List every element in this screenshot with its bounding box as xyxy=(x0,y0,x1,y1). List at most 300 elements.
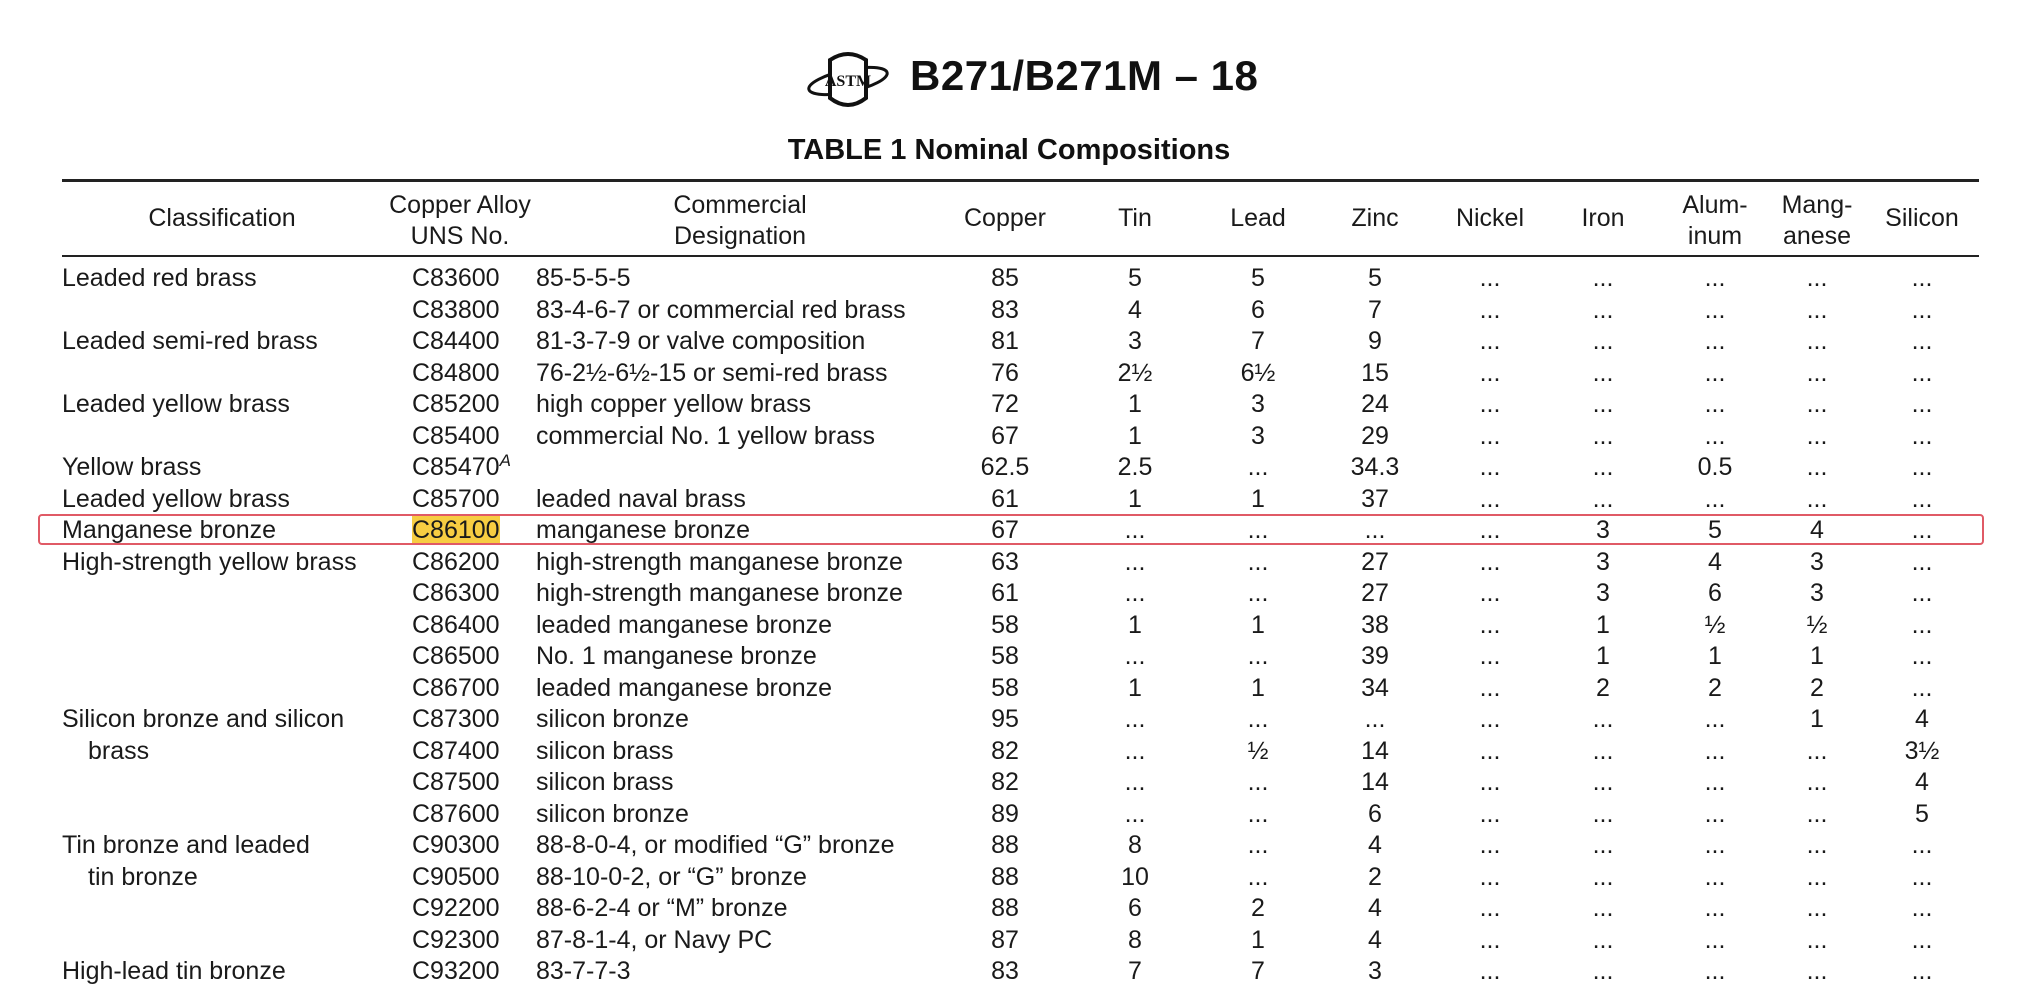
cell-fe: ... xyxy=(1592,894,1614,922)
cell-si: ... xyxy=(1911,390,1933,418)
cell-fe: 1 xyxy=(1596,642,1610,670)
cell-zn: 7 xyxy=(1368,295,1382,324)
cell-designation: leaded manganese bronze xyxy=(536,673,833,702)
cell-mn: ... xyxy=(1806,358,1828,387)
header-lead: Lead xyxy=(1230,204,1286,232)
document-title: B271/B271M – 18 xyxy=(910,52,1259,99)
cell-classification: Yellow brass xyxy=(62,453,202,481)
uns-number: C86300 xyxy=(412,579,500,607)
cell-uns xyxy=(412,704,500,735)
uns-number: C93200 xyxy=(412,957,500,985)
cell-zn: 6 xyxy=(1368,799,1382,828)
cell-pb: ... xyxy=(1247,768,1269,796)
cell-sn: ... xyxy=(1124,547,1146,576)
cell-zn: 4 xyxy=(1368,925,1382,954)
cell-pb: ... xyxy=(1247,642,1269,670)
cell-sn: 8 xyxy=(1128,831,1142,859)
cell-si: ... xyxy=(1911,453,1933,481)
cell-mn: 2 xyxy=(1810,673,1824,702)
cell-zn: 15 xyxy=(1361,358,1389,387)
header-uns: Copper Alloy UNS No. xyxy=(389,191,531,250)
table-row xyxy=(0,893,2018,925)
cell-pb: ... xyxy=(1247,579,1269,607)
cell-uns xyxy=(412,295,500,326)
cell-uns xyxy=(412,326,500,357)
cell-zn: 3 xyxy=(1368,957,1382,985)
cell-cu: 62.5 xyxy=(980,453,1030,481)
cell-cu: 95 xyxy=(991,705,1019,733)
cell-si: ... xyxy=(1911,547,1933,576)
cell-designation: 81-3-7-9 or valve composition xyxy=(536,327,866,355)
cell-fe: ... xyxy=(1592,421,1614,450)
cell-ni: ... xyxy=(1479,736,1501,765)
cell-classification: Leaded yellow brass xyxy=(62,484,290,513)
cell-designation: high-strength manganese bronze xyxy=(536,547,903,576)
cell-uns xyxy=(412,673,500,704)
cell-mn: ... xyxy=(1806,925,1828,954)
cell-al: ... xyxy=(1704,484,1726,513)
cell-al: 4 xyxy=(1708,547,1722,576)
cell-cu: 67 xyxy=(991,516,1019,544)
cell-fe: ... xyxy=(1592,358,1614,387)
uns-number: C83800 xyxy=(412,295,500,324)
cell-al: 0.5 xyxy=(1697,453,1733,481)
cell-mn: ... xyxy=(1806,295,1828,324)
table-row xyxy=(0,799,2018,831)
cell-sn: 4 xyxy=(1128,295,1142,324)
uns-number: C86500 xyxy=(412,642,500,670)
cell-sn: 1 xyxy=(1128,673,1142,702)
cell-ni: ... xyxy=(1479,831,1501,859)
cell-mn: 4 xyxy=(1810,516,1824,544)
cell-al: ½ xyxy=(1704,610,1726,639)
cell-cu: 88 xyxy=(991,894,1019,922)
cell-fe: ... xyxy=(1592,295,1614,324)
cell-fe: ... xyxy=(1592,327,1614,355)
cell-designation: silicon brass xyxy=(536,768,674,796)
cell-sn: ... xyxy=(1124,705,1146,733)
cell-ni: ... xyxy=(1479,705,1501,733)
cell-uns xyxy=(412,862,500,893)
table-row xyxy=(0,263,2018,295)
cell-uns xyxy=(412,736,500,767)
cell-sn: ... xyxy=(1124,736,1146,765)
cell-pb: 5 xyxy=(1251,264,1265,292)
cell-al: ... xyxy=(1704,358,1726,387)
cell-si: ... xyxy=(1911,484,1933,513)
uns-number: C85470 xyxy=(412,453,500,481)
cell-zn: 24 xyxy=(1361,390,1389,418)
cell-sn: 3 xyxy=(1128,327,1142,355)
table-row xyxy=(0,484,2018,516)
cell-zn: ... xyxy=(1364,516,1386,544)
cell-sn: 10 xyxy=(1121,862,1149,891)
cell-uns xyxy=(412,484,500,515)
header-silicon: Silicon xyxy=(1885,204,1959,232)
uns-number: C84400 xyxy=(412,327,500,355)
table-row xyxy=(0,421,2018,453)
highlighted-row-outline xyxy=(38,514,1984,545)
cell-si: ... xyxy=(1911,894,1933,922)
uns-number: C85400 xyxy=(412,421,500,450)
cell-si: ... xyxy=(1911,862,1933,891)
cell-sn: ... xyxy=(1124,642,1146,670)
cell-uns xyxy=(412,830,500,861)
table-row xyxy=(0,704,2018,736)
cell-pb: 1 xyxy=(1251,610,1265,639)
cell-ni: ... xyxy=(1479,862,1501,891)
cell-sn: 7 xyxy=(1128,957,1142,985)
cell-al: ... xyxy=(1704,831,1726,859)
table-row xyxy=(0,358,2018,390)
cell-uns xyxy=(412,641,500,672)
cell-ni: ... xyxy=(1479,957,1501,985)
cell-si: ... xyxy=(1911,579,1933,607)
cell-ni: ... xyxy=(1479,421,1501,450)
uns-number: C86100 xyxy=(412,516,500,544)
cell-pb: ... xyxy=(1247,862,1269,891)
cell-cu: 58 xyxy=(991,610,1019,639)
cell-sn: 2.5 xyxy=(1117,453,1153,481)
cell-pb: 3 xyxy=(1251,421,1265,450)
cell-fe: ... xyxy=(1592,957,1614,985)
cell-zn: 9 xyxy=(1368,327,1382,355)
cell-cu: 63 xyxy=(991,547,1019,576)
cell-mn: ... xyxy=(1806,736,1828,765)
cell-al: ... xyxy=(1704,957,1726,985)
cell-sn: 6 xyxy=(1128,894,1142,922)
header-iron: Iron xyxy=(1581,204,1625,232)
cell-classification: Tin bronze and leaded xyxy=(62,831,310,859)
cell-mn: ... xyxy=(1806,421,1828,450)
cell-si: ... xyxy=(1911,327,1933,355)
cell-zn: 34 xyxy=(1361,673,1389,702)
cell-zn: 29 xyxy=(1361,421,1389,450)
uns-number: C85200 xyxy=(412,390,500,418)
table-row xyxy=(0,389,2018,421)
cell-si: 4 xyxy=(1915,705,1929,733)
table-row xyxy=(0,547,2018,579)
cell-cu: 72 xyxy=(991,390,1019,418)
uns-number: C90300 xyxy=(412,831,500,859)
cell-al: ... xyxy=(1704,390,1726,418)
cell-si: 5 xyxy=(1915,799,1929,828)
cell-ni: ... xyxy=(1479,358,1501,387)
header-zinc: Zinc xyxy=(1351,204,1399,232)
cell-fe: 3 xyxy=(1596,516,1610,544)
uns-number: C86400 xyxy=(412,610,500,639)
cell-ni: ... xyxy=(1479,547,1501,576)
cell-fe: ... xyxy=(1592,484,1614,513)
cell-designation: manganese bronze xyxy=(536,516,751,544)
cell-mn: ... xyxy=(1806,894,1828,922)
cell-mn: ½ xyxy=(1806,610,1828,639)
cell-pb: ... xyxy=(1247,831,1269,859)
cell-mn: ... xyxy=(1806,831,1828,859)
cell-fe: ... xyxy=(1592,705,1614,733)
cell-zn: 4 xyxy=(1368,894,1382,922)
uns-number: C87400 xyxy=(412,736,500,765)
cell-ni: ... xyxy=(1479,295,1501,324)
cell-si: 3½ xyxy=(1904,736,1940,765)
cell-mn: ... xyxy=(1806,484,1828,513)
cell-uns xyxy=(412,893,500,924)
cell-fe: ... xyxy=(1592,799,1614,828)
table-row xyxy=(0,862,2018,894)
cell-pb: ... xyxy=(1247,547,1269,576)
cell-al: ... xyxy=(1704,736,1726,765)
uns-number: C87300 xyxy=(412,705,500,733)
uns-number: C90500 xyxy=(412,862,500,891)
header-manganese: Mang- anese xyxy=(1781,191,1853,250)
uns-number: C86200 xyxy=(412,547,500,576)
cell-ni: ... xyxy=(1479,264,1501,292)
cell-al: 2 xyxy=(1708,673,1722,702)
table-row xyxy=(0,578,2018,610)
cell-al: ... xyxy=(1704,862,1726,891)
cell-si: ... xyxy=(1911,673,1933,702)
cell-sn: 1 xyxy=(1128,610,1142,639)
cell-cu: 87 xyxy=(991,925,1019,954)
cell-classification: Silicon bronze and silicon xyxy=(62,705,345,733)
cell-uns xyxy=(412,547,500,578)
cell-cu: 82 xyxy=(991,768,1019,796)
cell-uns xyxy=(412,610,500,641)
cell-ni: ... xyxy=(1479,390,1501,418)
cell-mn: ... xyxy=(1806,264,1828,292)
cell-zn: 27 xyxy=(1361,579,1389,607)
uns-number: C92200 xyxy=(412,894,500,922)
logo-lettering: ASTM xyxy=(824,73,872,90)
table-row xyxy=(0,767,2018,799)
cell-sn: 1 xyxy=(1128,484,1142,513)
cell-cu: 76 xyxy=(991,358,1019,387)
uns-number: C86700 xyxy=(412,673,500,702)
cell-pb: 1 xyxy=(1251,484,1265,513)
cell-mn: ... xyxy=(1806,390,1828,418)
cell-cu: 83 xyxy=(991,295,1019,324)
cell-designation: 87-8-1-4, or Navy PC xyxy=(536,925,773,954)
cell-si: 4 xyxy=(1915,768,1929,796)
cell-si: ... xyxy=(1911,642,1933,670)
cell-pb: 6 xyxy=(1251,295,1265,324)
cell-pb: 7 xyxy=(1251,957,1265,985)
cell-ni: ... xyxy=(1479,673,1501,702)
cell-zn: 27 xyxy=(1361,547,1389,576)
table-header-rule xyxy=(62,255,1979,257)
cell-al: ... xyxy=(1704,799,1726,828)
cell-si: ... xyxy=(1911,516,1933,544)
table-row xyxy=(0,610,2018,642)
cell-designation: silicon brass xyxy=(536,736,674,765)
cell-designation: 88-10-0-2, or “G” bronze xyxy=(536,862,807,891)
cell-mn: ... xyxy=(1806,862,1828,891)
cell-pb: 1 xyxy=(1251,673,1265,702)
cell-zn: 38 xyxy=(1361,610,1389,639)
table-row xyxy=(0,452,2018,484)
cell-si: ... xyxy=(1911,421,1933,450)
cell-pb: ... xyxy=(1247,799,1269,828)
cell-fe: 2 xyxy=(1596,673,1610,702)
cell-al: 6 xyxy=(1708,579,1722,607)
cell-designation: leaded naval brass xyxy=(536,484,746,513)
cell-fe: 1 xyxy=(1596,610,1610,639)
cell-designation: high-strength manganese bronze xyxy=(536,579,903,607)
cell-cu: 58 xyxy=(991,673,1019,702)
cell-cu: 88 xyxy=(991,862,1019,891)
cell-cu: 89 xyxy=(991,799,1019,828)
cell-fe: 3 xyxy=(1596,547,1610,576)
cell-si: ... xyxy=(1911,264,1933,292)
cell-designation: silicon bronze xyxy=(536,799,689,828)
cell-designation: No. 1 manganese bronze xyxy=(536,642,817,670)
cell-designation: leaded manganese bronze xyxy=(536,610,833,639)
cell-fe: ... xyxy=(1592,264,1614,292)
cell-al: ... xyxy=(1704,327,1726,355)
cell-fe: ... xyxy=(1592,453,1614,481)
cell-fe: ... xyxy=(1592,768,1614,796)
cell-classification: tin bronze xyxy=(88,862,198,891)
cell-pb: 7 xyxy=(1251,327,1265,355)
cell-pb: ... xyxy=(1247,516,1269,544)
cell-zn: 14 xyxy=(1361,768,1389,796)
cell-uns xyxy=(412,421,500,452)
cell-cu: 88 xyxy=(991,831,1019,859)
table-title: TABLE 1 Nominal Compositions xyxy=(787,134,1231,166)
cell-mn: ... xyxy=(1806,453,1828,481)
cell-pb: 2 xyxy=(1251,894,1265,922)
cell-pb: 6½ xyxy=(1240,358,1276,387)
cell-ni: ... xyxy=(1479,484,1501,513)
cell-ni: ... xyxy=(1479,610,1501,639)
cell-designation: silicon bronze xyxy=(536,705,689,733)
cell-sn: ... xyxy=(1124,516,1146,544)
table-top-rule xyxy=(62,179,1979,182)
astm-logo-icon xyxy=(806,46,890,114)
cell-mn: ... xyxy=(1806,799,1828,828)
cell-ni: ... xyxy=(1479,768,1501,796)
cell-designation: high copper yellow brass xyxy=(536,390,812,418)
table-row xyxy=(0,295,2018,327)
header-aluminum: Alum- inum xyxy=(1682,191,1748,250)
uns-number: C85700 xyxy=(412,484,500,513)
uns-number: C84800 xyxy=(412,358,500,387)
cell-zn: 2 xyxy=(1368,862,1382,891)
cell-ni: ... xyxy=(1479,799,1501,828)
cell-sn: 5 xyxy=(1128,264,1142,292)
cell-ni: ... xyxy=(1479,516,1501,544)
cell-mn: ... xyxy=(1806,957,1828,985)
cell-uns xyxy=(412,925,500,956)
cell-al: ... xyxy=(1704,264,1726,292)
uns-number: C87600 xyxy=(412,799,500,828)
cell-zn: 14 xyxy=(1361,736,1389,765)
cell-designation: 85-5-5-5 xyxy=(536,264,631,292)
cell-cu: 81 xyxy=(991,327,1019,355)
cell-fe: ... xyxy=(1592,390,1614,418)
cell-fe: ... xyxy=(1592,862,1614,891)
cell-designation: 83-4-6-7 or commercial red brass xyxy=(536,295,906,324)
cell-uns xyxy=(412,578,500,609)
cell-zn: 4 xyxy=(1368,831,1382,859)
cell-sn: 2½ xyxy=(1117,358,1153,387)
cell-classification: Leaded red brass xyxy=(62,264,257,292)
cell-designation: commercial No. 1 yellow brass xyxy=(536,421,875,450)
uns-number: C83600 xyxy=(412,264,500,292)
cell-uns xyxy=(412,767,500,798)
cell-zn: 34.3 xyxy=(1350,453,1400,481)
table-row xyxy=(0,326,2018,358)
cell-cu: 58 xyxy=(991,642,1019,670)
cell-fe: ... xyxy=(1592,831,1614,859)
cell-classification: Leaded yellow brass xyxy=(62,390,290,418)
cell-si: ... xyxy=(1911,957,1933,985)
cell-cu: 61 xyxy=(991,484,1019,513)
header-nickel: Nickel xyxy=(1455,204,1525,232)
table-row xyxy=(0,641,2018,673)
header-tin: Tin xyxy=(1118,204,1152,232)
cell-designation: 88-6-2-4 or “M” bronze xyxy=(536,894,788,922)
cell-uns xyxy=(412,263,500,294)
cell-al: ... xyxy=(1704,768,1726,796)
cell-al: ... xyxy=(1704,295,1726,324)
header-copper: Copper xyxy=(964,204,1046,232)
cell-uns xyxy=(412,452,511,483)
cell-cu: 82 xyxy=(991,736,1019,765)
cell-si: ... xyxy=(1911,610,1933,639)
cell-sn: ... xyxy=(1124,799,1146,828)
table-row xyxy=(0,736,2018,768)
cell-pb: ... xyxy=(1247,453,1269,481)
cell-si: ... xyxy=(1911,295,1933,324)
cell-cu: 67 xyxy=(991,421,1019,450)
cell-sn: ... xyxy=(1124,768,1146,796)
cell-uns xyxy=(412,799,500,830)
document-header xyxy=(0,46,2018,116)
cell-pb: 1 xyxy=(1251,925,1265,954)
cell-designation: 83-7-7-3 xyxy=(536,957,631,985)
header-classification: Classification xyxy=(148,204,296,232)
cell-ni: ... xyxy=(1479,894,1501,922)
cell-mn: 3 xyxy=(1810,579,1824,607)
table-row xyxy=(0,830,2018,862)
cell-pb: 3 xyxy=(1251,390,1265,418)
cell-si: ... xyxy=(1911,358,1933,387)
cell-ni: ... xyxy=(1479,925,1501,954)
header-designation: Commercial Designation xyxy=(673,191,807,250)
table-row xyxy=(0,925,2018,957)
cell-zn: 39 xyxy=(1361,642,1389,670)
cell-al: 5 xyxy=(1708,516,1722,544)
cell-uns xyxy=(412,358,500,389)
cell-sn: 1 xyxy=(1128,421,1142,450)
cell-ni: ... xyxy=(1479,453,1501,481)
table-row xyxy=(0,956,2018,988)
cell-al: ... xyxy=(1704,894,1726,922)
cell-al: ... xyxy=(1704,705,1726,733)
cell-mn: 3 xyxy=(1810,547,1824,576)
cell-ni: ... xyxy=(1479,327,1501,355)
cell-classification: High-lead tin bronze xyxy=(62,957,286,985)
cell-ni: ... xyxy=(1479,579,1501,607)
cell-mn: ... xyxy=(1806,768,1828,796)
cell-cu: 83 xyxy=(991,957,1019,985)
cell-uns xyxy=(412,956,500,987)
cell-al: ... xyxy=(1704,925,1726,954)
cell-zn: ... xyxy=(1364,705,1386,733)
cell-al: 1 xyxy=(1708,642,1722,670)
cell-cu: 85 xyxy=(991,264,1019,292)
